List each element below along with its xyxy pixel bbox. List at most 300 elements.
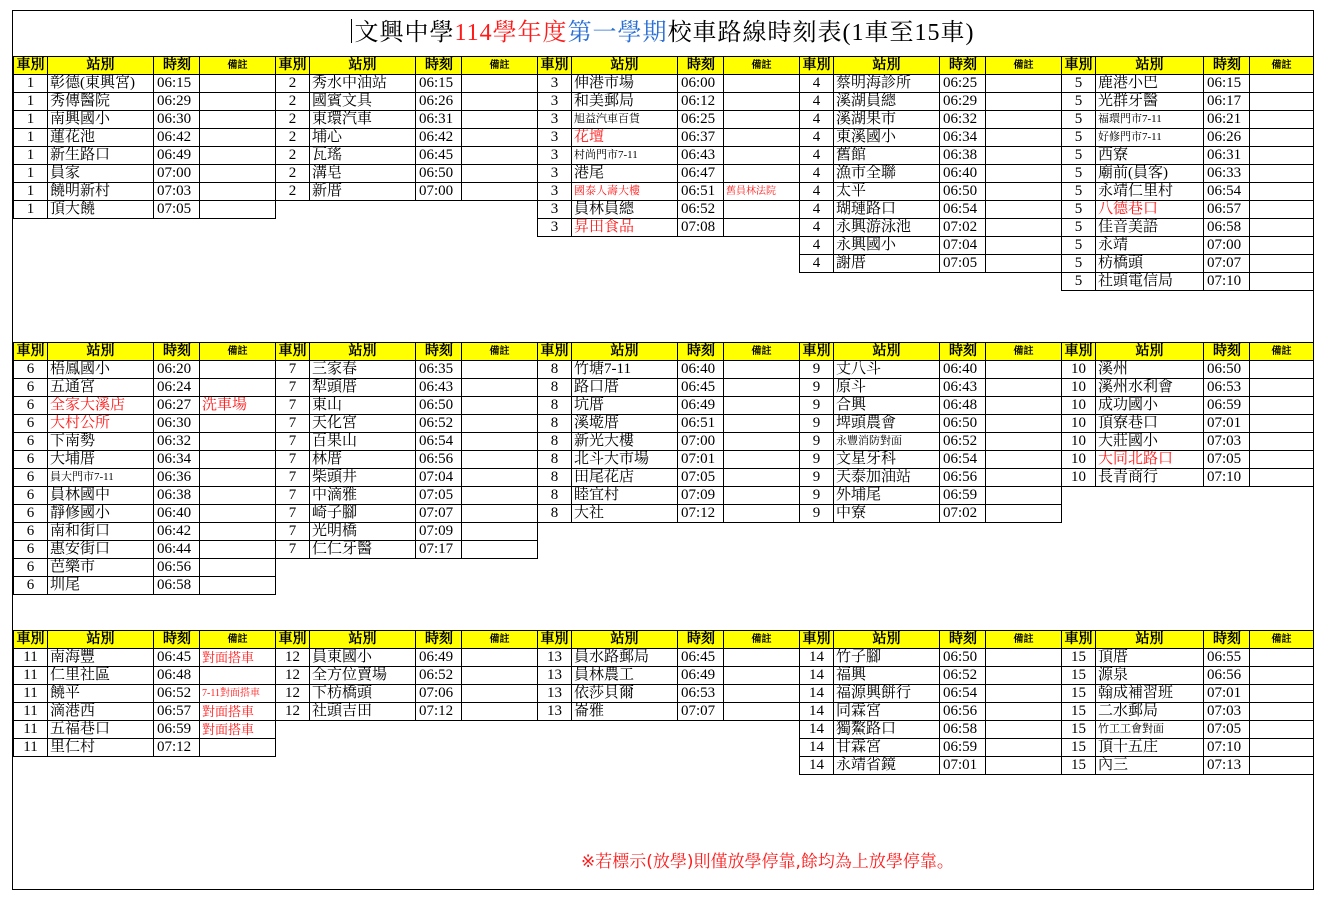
stop-remark	[1250, 667, 1314, 685]
bus-number: 9	[800, 433, 834, 451]
bus-number: 2	[276, 75, 310, 93]
stop-remark: 洗車場	[200, 397, 276, 415]
stop-time: 06:54	[940, 201, 986, 219]
stop-name: 坑厝	[572, 397, 678, 415]
stop-time: 06:48	[940, 397, 986, 415]
bus-number: 8	[538, 397, 572, 415]
stop-name: 芭樂市	[48, 559, 154, 577]
table-row	[14, 165, 276, 183]
stop-time: 07:00	[416, 183, 462, 201]
stop-time: 06:54	[1204, 183, 1250, 201]
bus-number: 3	[538, 165, 572, 183]
stop-name: 原斗	[834, 379, 940, 397]
stop-name: 福源興餅行	[834, 685, 940, 703]
stop-remark	[200, 93, 276, 111]
table-row	[14, 433, 276, 451]
table-row	[14, 667, 276, 685]
header-stop: 站別	[48, 631, 154, 649]
stop-remark	[1250, 685, 1314, 703]
bus-number: 4	[800, 165, 834, 183]
stop-time: 07:10	[1204, 273, 1250, 291]
stop-remark	[724, 361, 800, 379]
bus-number: 6	[14, 433, 48, 451]
stop-remark	[986, 757, 1062, 775]
stop-remark	[200, 111, 276, 129]
table-row	[538, 505, 800, 523]
stop-time: 06:20	[154, 361, 200, 379]
stop-remark	[200, 451, 276, 469]
stop-time: 07:05	[416, 487, 462, 505]
header-stop: 站別	[834, 343, 940, 361]
bus-number: 5	[1062, 129, 1096, 147]
table-row	[538, 487, 800, 505]
stop-time: 07:12	[678, 505, 724, 523]
table-row	[538, 703, 800, 721]
stop-name: 福興	[834, 667, 940, 685]
stop-time: 06:30	[154, 111, 200, 129]
timetable-sheet	[12, 10, 1314, 890]
stop-remark	[986, 505, 1062, 523]
stop-name: 永靖省鏡	[834, 757, 940, 775]
stop-time: 06:32	[154, 433, 200, 451]
stop-name: 員家	[48, 165, 154, 183]
table-row	[800, 237, 1062, 255]
route-table	[13, 630, 276, 757]
text-cursor	[351, 19, 352, 43]
stop-time: 07:05	[940, 255, 986, 273]
bus-number: 13	[538, 649, 572, 667]
stop-remark	[462, 75, 538, 93]
table-row	[538, 219, 800, 237]
bus-number: 15	[1062, 685, 1096, 703]
stop-remark	[200, 523, 276, 541]
stop-name: 合興	[834, 397, 940, 415]
bus-number: 6	[14, 379, 48, 397]
stop-time: 06:53	[1204, 379, 1250, 397]
table-row	[276, 487, 538, 505]
bus-number: 5	[1062, 273, 1096, 291]
header-bus: 車別	[14, 631, 48, 649]
stop-time: 07:07	[416, 505, 462, 523]
bus-number: 7	[276, 397, 310, 415]
bus-number: 4	[800, 237, 834, 255]
header-time: 時刻	[678, 57, 724, 75]
stop-name: 好修門市7-11	[1096, 129, 1204, 147]
stop-time: 06:50	[940, 415, 986, 433]
stop-name: 西寮	[1096, 147, 1204, 165]
stop-time: 06:40	[154, 505, 200, 523]
bus-number: 15	[1062, 739, 1096, 757]
table-header-row	[1062, 631, 1314, 649]
table-row	[14, 111, 276, 129]
stop-name: 仁里社區	[48, 667, 154, 685]
table-header-row	[1062, 57, 1314, 75]
stop-name: 永興國小	[834, 237, 940, 255]
stop-remark	[200, 469, 276, 487]
table-row	[538, 165, 800, 183]
table-row	[276, 415, 538, 433]
table-row	[1062, 147, 1314, 165]
table-row	[1062, 703, 1314, 721]
stop-remark	[1250, 469, 1314, 487]
stop-name: 新生路口	[48, 147, 154, 165]
stop-time: 07:17	[416, 541, 462, 559]
stop-remark	[1250, 721, 1314, 739]
stop-name: 獨鰲路口	[834, 721, 940, 739]
stop-remark	[462, 361, 538, 379]
bus-number: 6	[14, 487, 48, 505]
header-remark: 備註	[200, 631, 276, 649]
bus-number: 9	[800, 379, 834, 397]
table-row	[800, 433, 1062, 451]
stop-time: 06:45	[678, 379, 724, 397]
stop-name: 光群牙醫	[1096, 93, 1204, 111]
table-row	[14, 739, 276, 757]
stop-name: 頂厝	[1096, 649, 1204, 667]
route-table	[799, 56, 1062, 273]
title-semester: 第一學期	[567, 20, 668, 46]
stop-time: 06:52	[940, 433, 986, 451]
table-row	[276, 685, 538, 703]
header-time: 時刻	[154, 631, 200, 649]
table-row	[1062, 237, 1314, 255]
header-time: 時刻	[940, 631, 986, 649]
table-row	[1062, 397, 1314, 415]
stop-time: 06:49	[154, 147, 200, 165]
stop-remark	[462, 487, 538, 505]
table-row	[1062, 667, 1314, 685]
bus-number: 5	[1062, 219, 1096, 237]
stop-time: 06:51	[678, 183, 724, 201]
stop-remark	[462, 93, 538, 111]
table-row	[14, 361, 276, 379]
stop-name: 枋橋頭	[1096, 255, 1204, 273]
stop-time: 06:35	[416, 361, 462, 379]
header-time: 時刻	[416, 57, 462, 75]
stop-name: 瓦瑤	[310, 147, 416, 165]
stop-time: 06:58	[1204, 219, 1250, 237]
stop-name: 南興國小	[48, 111, 154, 129]
bus-number: 6	[14, 361, 48, 379]
stop-name: 路口厝	[572, 379, 678, 397]
stop-name: 太平	[834, 183, 940, 201]
stop-remark	[986, 649, 1062, 667]
stop-remark: 對面搭車	[200, 703, 276, 721]
stop-remark	[200, 505, 276, 523]
stop-name: 源泉	[1096, 667, 1204, 685]
stop-time: 06:50	[416, 397, 462, 415]
stop-remark: 舊員林法院	[724, 183, 800, 201]
stop-name: 靜修國小	[48, 505, 154, 523]
bus-number: 10	[1062, 361, 1096, 379]
stop-name: 和美郵局	[572, 93, 678, 111]
table-header-row	[800, 57, 1062, 75]
table-row	[538, 183, 800, 201]
header-bus: 車別	[800, 631, 834, 649]
stop-remark	[724, 165, 800, 183]
bus-number: 10	[1062, 379, 1096, 397]
stop-time: 07:12	[416, 703, 462, 721]
header-stop: 站別	[48, 343, 154, 361]
stop-time: 07:05	[154, 201, 200, 219]
footnote: ※若標示(放學)則僅放學停靠,餘均為上放學停靠。	[581, 852, 954, 872]
stop-remark	[1250, 649, 1314, 667]
header-bus: 車別	[1062, 57, 1096, 75]
stop-name: 百果山	[310, 433, 416, 451]
stop-remark	[1250, 75, 1314, 93]
table-header-row	[14, 57, 276, 75]
stop-remark	[200, 739, 276, 757]
stop-name: 溪墘厝	[572, 415, 678, 433]
table-row	[276, 361, 538, 379]
table-row	[276, 703, 538, 721]
stop-remark	[1250, 93, 1314, 111]
table-row	[14, 469, 276, 487]
stop-time: 06:56	[940, 703, 986, 721]
route-table	[537, 630, 800, 721]
bus-number: 3	[538, 129, 572, 147]
stop-time: 06:52	[678, 201, 724, 219]
route-table	[537, 342, 800, 523]
bus-number: 3	[538, 75, 572, 93]
stop-time: 07:01	[678, 451, 724, 469]
table-row	[1062, 721, 1314, 739]
stop-remark	[1250, 111, 1314, 129]
stop-remark	[724, 469, 800, 487]
stop-name: 長青商行	[1096, 469, 1204, 487]
stop-remark	[986, 93, 1062, 111]
stop-remark	[724, 397, 800, 415]
bus-number: 11	[14, 649, 48, 667]
stop-time: 06:25	[678, 111, 724, 129]
stop-time: 06:54	[940, 685, 986, 703]
table-row	[276, 541, 538, 559]
stop-remark	[1250, 757, 1314, 775]
stop-time: 06:58	[154, 577, 200, 595]
bus-number: 5	[1062, 111, 1096, 129]
stop-name: 大埔厝	[48, 451, 154, 469]
stop-remark	[200, 559, 276, 577]
header-time: 時刻	[1204, 343, 1250, 361]
table-row	[14, 147, 276, 165]
header-remark: 備註	[986, 631, 1062, 649]
table-row	[800, 451, 1062, 469]
stop-name: 依莎貝爾	[572, 685, 678, 703]
bus-number: 12	[276, 703, 310, 721]
header-time: 時刻	[154, 57, 200, 75]
header-remark: 備註	[724, 631, 800, 649]
table-row	[538, 397, 800, 415]
table-row	[800, 415, 1062, 433]
header-bus: 車別	[538, 57, 572, 75]
header-remark: 備註	[1250, 343, 1314, 361]
stop-name: 秀傳醫院	[48, 93, 154, 111]
stop-time: 06:54	[940, 451, 986, 469]
bus-number: 8	[538, 415, 572, 433]
stop-time: 06:54	[416, 433, 462, 451]
route-table	[799, 342, 1062, 523]
bus-number: 1	[14, 93, 48, 111]
stop-remark	[200, 129, 276, 147]
stop-time: 06:52	[940, 667, 986, 685]
stop-name: 社頭電信局	[1096, 273, 1204, 291]
stop-time: 06:31	[416, 111, 462, 129]
bus-number: 2	[276, 165, 310, 183]
header-bus: 車別	[276, 343, 310, 361]
table-row	[800, 757, 1062, 775]
table-row	[276, 183, 538, 201]
table-row	[1062, 433, 1314, 451]
header-bus: 車別	[1062, 343, 1096, 361]
stop-remark	[200, 75, 276, 93]
bus-number: 6	[14, 541, 48, 559]
stop-remark	[986, 469, 1062, 487]
table-row	[538, 75, 800, 93]
stop-time: 06:38	[940, 147, 986, 165]
table-row	[538, 469, 800, 487]
table-row	[538, 685, 800, 703]
stop-remark	[462, 379, 538, 397]
bus-number: 5	[1062, 183, 1096, 201]
header-remark: 備註	[986, 343, 1062, 361]
stop-remark	[986, 111, 1062, 129]
header-remark: 備註	[1250, 57, 1314, 75]
route-table	[275, 56, 538, 201]
route-table	[537, 56, 800, 237]
stop-remark	[200, 541, 276, 559]
stop-name: 圳尾	[48, 577, 154, 595]
table-row	[14, 183, 276, 201]
stop-time: 06:43	[940, 379, 986, 397]
bus-number: 15	[1062, 667, 1096, 685]
table-row	[1062, 255, 1314, 273]
stop-name: 東溪國小	[834, 129, 940, 147]
stop-time: 06:59	[154, 721, 200, 739]
stop-remark	[724, 703, 800, 721]
stop-name: 滴港西	[48, 703, 154, 721]
stop-time: 06:59	[940, 487, 986, 505]
stop-remark	[724, 667, 800, 685]
stop-remark	[462, 505, 538, 523]
table-row	[1062, 219, 1314, 237]
stop-time: 06:50	[416, 165, 462, 183]
stop-name: 溝皂	[310, 165, 416, 183]
stop-time: 06:45	[416, 147, 462, 165]
stop-name: 漁市全聯	[834, 165, 940, 183]
bus-number: 1	[14, 147, 48, 165]
stop-time: 06:56	[416, 451, 462, 469]
bus-number: 9	[800, 361, 834, 379]
stop-remark	[1250, 201, 1314, 219]
stop-remark	[200, 487, 276, 505]
header-bus: 車別	[14, 57, 48, 75]
table-row	[276, 75, 538, 93]
table-row	[800, 667, 1062, 685]
stop-name: 田尾花店	[572, 469, 678, 487]
route-table	[275, 342, 538, 559]
stop-remark	[1250, 183, 1314, 201]
bus-number: 9	[800, 451, 834, 469]
stop-time: 06:56	[154, 559, 200, 577]
bus-number: 10	[1062, 397, 1096, 415]
stop-remark	[1250, 255, 1314, 273]
header-bus: 車別	[276, 57, 310, 75]
stop-time: 06:29	[940, 93, 986, 111]
bus-number: 7	[276, 487, 310, 505]
stop-time: 06:57	[154, 703, 200, 721]
stop-name: 中滴雅	[310, 487, 416, 505]
route-table	[13, 56, 276, 219]
table-row	[14, 75, 276, 93]
stop-remark	[462, 111, 538, 129]
stop-name: 中寮	[834, 505, 940, 523]
bus-number: 11	[14, 685, 48, 703]
stop-time: 06:44	[154, 541, 200, 559]
table-header-row	[800, 631, 1062, 649]
header-stop: 站別	[834, 57, 940, 75]
stop-remark	[724, 451, 800, 469]
bus-number: 14	[800, 757, 834, 775]
stop-time: 06:12	[678, 93, 724, 111]
stop-remark	[986, 201, 1062, 219]
stop-name: 永靖仁里村	[1096, 183, 1204, 201]
bus-number: 11	[14, 667, 48, 685]
stop-remark	[1250, 379, 1314, 397]
header-time: 時刻	[416, 631, 462, 649]
stop-name: 溪州	[1096, 361, 1204, 379]
table-row	[14, 379, 276, 397]
bus-number: 5	[1062, 147, 1096, 165]
stop-time: 07:02	[940, 505, 986, 523]
stop-name: 伸港市場	[572, 75, 678, 93]
stop-time: 07:08	[678, 219, 724, 237]
table-row	[14, 415, 276, 433]
stop-remark	[986, 147, 1062, 165]
stop-remark	[462, 703, 538, 721]
header-bus: 車別	[1062, 631, 1096, 649]
stop-remark	[724, 129, 800, 147]
stop-name: 舊館	[834, 147, 940, 165]
bus-number: 14	[800, 703, 834, 721]
stop-name: 三家春	[310, 361, 416, 379]
bus-number: 14	[800, 649, 834, 667]
stop-remark	[462, 129, 538, 147]
bus-number: 13	[538, 667, 572, 685]
bus-number: 12	[276, 667, 310, 685]
table-row	[1062, 183, 1314, 201]
table-row	[14, 397, 276, 415]
stop-name: 南和街口	[48, 523, 154, 541]
table-row	[1062, 273, 1314, 291]
bus-number: 14	[800, 685, 834, 703]
stop-remark	[724, 75, 800, 93]
bus-number: 12	[276, 685, 310, 703]
stop-time: 06:59	[1204, 397, 1250, 415]
stop-remark	[1250, 147, 1314, 165]
stop-name: 惠安街口	[48, 541, 154, 559]
table-header-row	[538, 343, 800, 361]
stop-time: 06:34	[940, 129, 986, 147]
stop-time: 06:26	[416, 93, 462, 111]
stop-time: 06:15	[416, 75, 462, 93]
stop-name: 溪湖員總	[834, 93, 940, 111]
stop-name: 溪州水利會	[1096, 379, 1204, 397]
stop-name: 頂十五庄	[1096, 739, 1204, 757]
stop-name: 蓮花池	[48, 129, 154, 147]
stop-time: 06:59	[940, 739, 986, 757]
stop-time: 06:53	[678, 685, 724, 703]
stop-remark	[724, 111, 800, 129]
